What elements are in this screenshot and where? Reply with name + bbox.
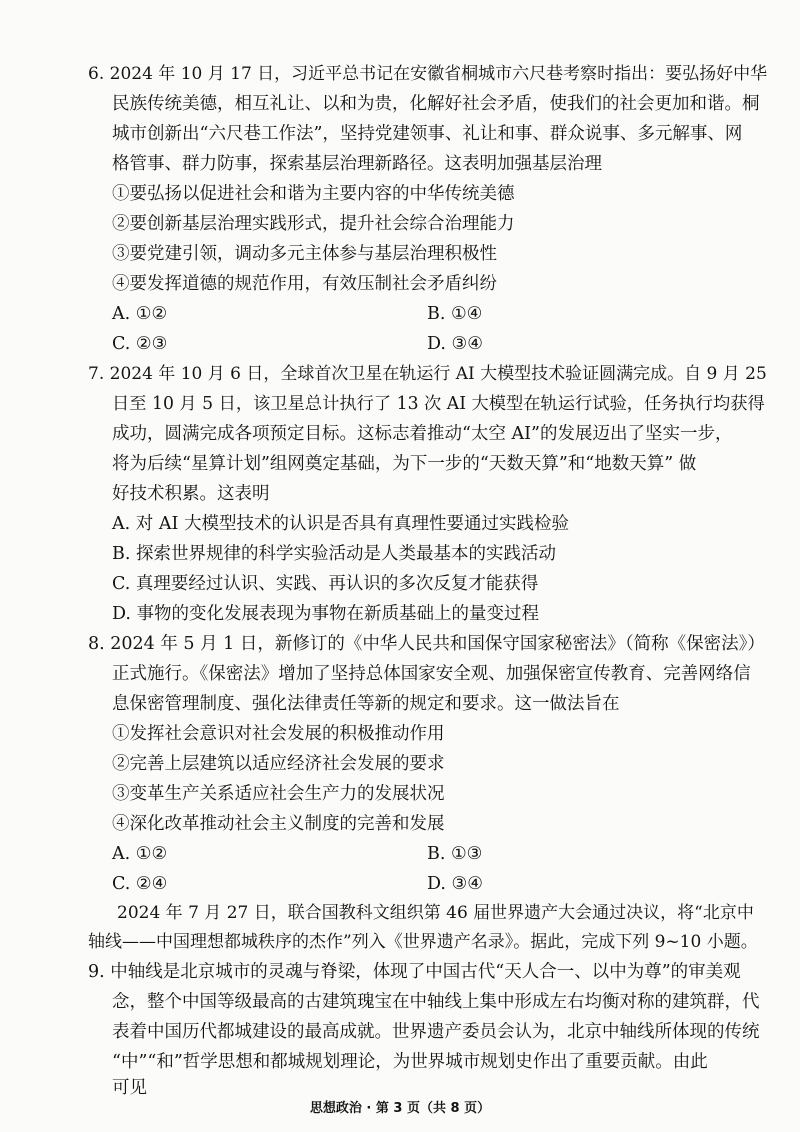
question-7-stem-line-1: 7. 2024 年 10 月 6 日，全球首次卫星在轨运行 AI 大模型技术验证圆满完成。自 9 月 25	[88, 364, 767, 384]
material-intro-line-1: 2024 年 7 月 27 日，联合国教科文组织第 46 届世界遗产大会通过决议，将“北京中	[117, 903, 754, 923]
question-6-item-1: ①要弘扬以促进社会和谐为主要内容的中华传统美德	[112, 184, 515, 204]
question-6-stem-line-3: 城市创新出“六尺巷工作法”，坚持党建领事、礼让和事、群众说事、多元解事、网	[112, 124, 743, 144]
question-8-stem-line-1: 8. 2024 年 5 月 1 日，新修订的《中华人民共和国保守国家秘密法》（简称《保密法》）	[88, 634, 765, 654]
question-6-option-d: D. ③④	[427, 334, 483, 354]
question-8-item-1: ①发挥社会意识对社会发展的积极推动作用	[112, 724, 445, 744]
question-8-option-c: C. ②④	[112, 874, 168, 894]
question-8-option-b: B. ①③	[427, 844, 483, 864]
question-8-option-a: A. ①②	[112, 844, 168, 864]
question-7-stem-line-4: 将为后续“星算计划”组网奠定基础，为下一步的“天数天算”和“地数天算” 做	[112, 454, 697, 474]
question-9-stem-line-2: 念，整个中国等级最高的古建筑瑰宝在中轴线上集中形成左右均衡对称的建筑群，代	[112, 992, 760, 1012]
question-7-stem-line-3: 成功，圆满完成各项预定目标。这标志着推动“太空 AI”的发展迈出了坚实一步，	[112, 424, 733, 444]
material-intro-line-2: 轴线——中国理想都城秩序的杰作”列入《世界遗产名录》。据此，完成下列 9~10 小题。	[88, 932, 758, 952]
question-7-option-a: A. 对 AI 大模型技术的认识是否具有真理性要通过实践检验	[112, 514, 569, 534]
question-6-option-a: A. ①②	[112, 304, 168, 324]
question-7-option-b: B. 探索世界规律的科学实验活动是人类最基本的实践活动	[112, 544, 556, 564]
question-8-stem-line-2: 正式施行。《保密法》增加了坚持总体国家安全观、加强保密宣传教育、完善网络信	[112, 664, 751, 684]
question-6-stem-line-1: 6. 2024 年 10 月 17 日，习近平总书记在安徽省桐城市六尺巷考察时指出：要弘扬好中华	[88, 64, 768, 84]
question-9-stem-line-4: “中”“和”哲学思想和都城规划理论，为世界城市规划史作出了重要贡献。由此	[112, 1052, 708, 1072]
question-8-option-d: D. ③④	[427, 874, 483, 894]
question-8-stem-line-3: 息保密管理制度、强化法律责任等新的规定和要求。这一做法旨在	[112, 694, 620, 714]
question-6-item-3: ③要党建引领，调动多元主体参与基层治理积极性	[112, 244, 497, 264]
question-7-stem-line-2: 日至 10 月 5 日，该卫星总计执行了 13 次 AI 大模型在轨运行试验，任务执行均获得	[112, 394, 765, 414]
question-6-item-2: ②要创新基层治理实践形式，提升社会综合治理能力	[112, 214, 515, 234]
question-7-option-d: D. 事物的变化发展表现为事物在新质基础上的量变过程	[112, 604, 540, 624]
question-6-stem-line-2: 民族传统美德，相互礼让、以和为贵，化解好社会矛盾，使我们的社会更加和谐。桐	[112, 94, 760, 114]
question-9-stem-line-3: 表着中国历代都城建设的最高成就。世界遗产委员会认为，北京中轴线所体现的传统	[112, 1022, 760, 1042]
question-8-item-2: ②完善上层建筑以适应经济社会发展的要求	[112, 754, 445, 774]
question-7-option-c: C. 真理要经过认识、实践、再认识的多次反复才能获得	[112, 574, 539, 594]
question-6-item-4: ④要发挥道德的规范作用，有效压制社会矛盾纠纷	[112, 274, 497, 294]
page-footer: 思想政治 · 第 3 页（共 8 页）	[309, 1101, 491, 1116]
question-6-option-c: C. ②③	[112, 334, 168, 354]
question-9-stem-line-5: 可见	[112, 1078, 147, 1098]
question-7-stem-line-5: 好技术积累。这表明	[112, 484, 270, 504]
question-6-option-b: B. ①④	[427, 304, 483, 324]
question-8-item-3: ③变革生产关系适应社会生产力的发展状况	[112, 784, 445, 804]
question-9-stem-line-1: 9. 中轴线是北京城市的灵魂与脊梁，体现了中国古代“天人合一、以中为尊”的审美观	[88, 962, 741, 982]
question-8-item-4: ④深化改革推动社会主义制度的完善和发展	[112, 814, 445, 834]
question-6-stem-line-4: 格管事、群力防事，探索基层治理新路径。这表明加强基层治理	[112, 154, 602, 174]
